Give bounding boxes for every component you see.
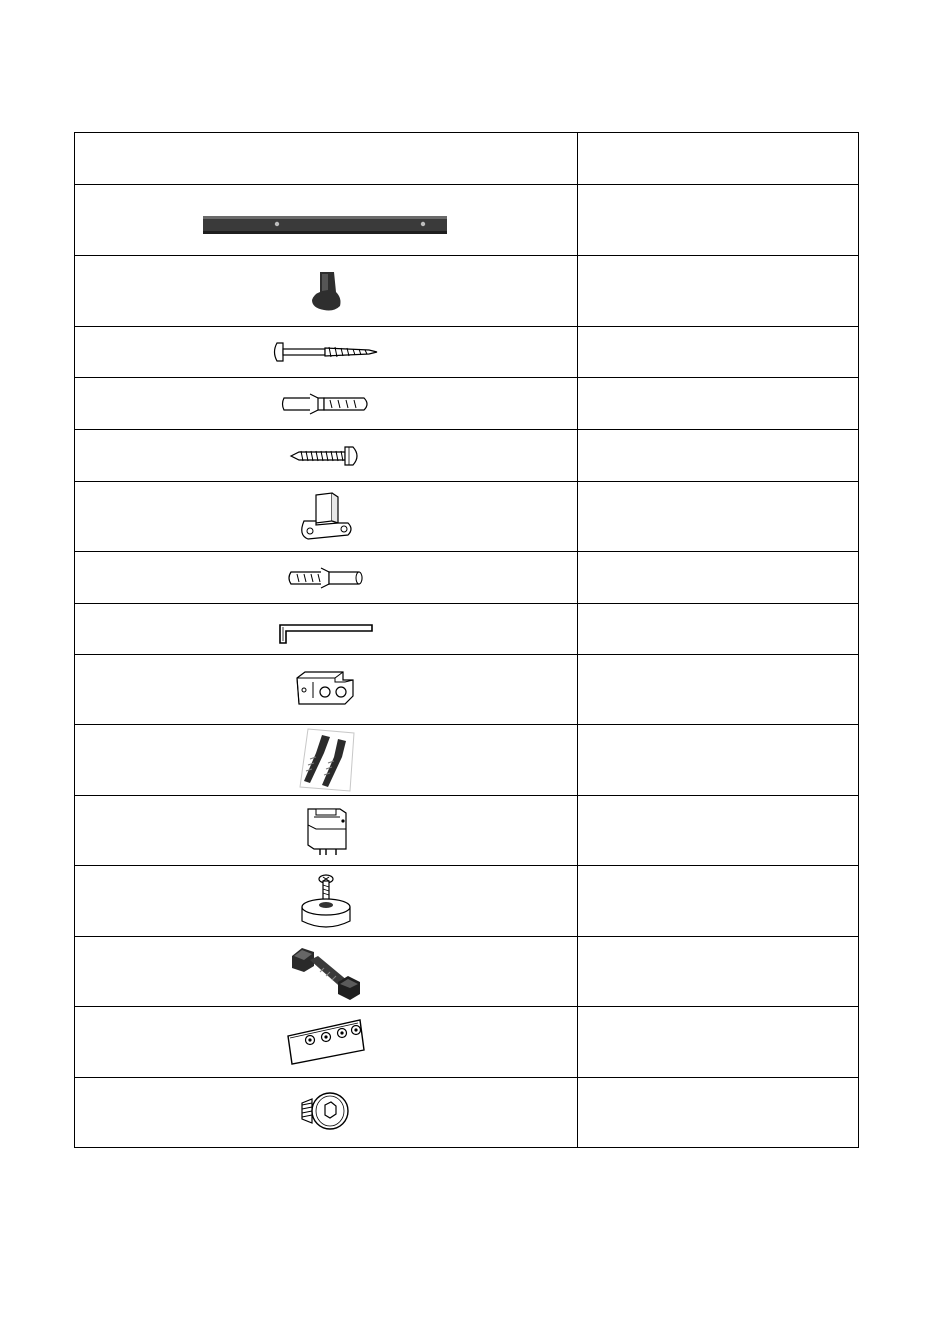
table-row (75, 482, 859, 552)
part-image-cell (75, 552, 578, 604)
quantity-cell (578, 256, 859, 327)
wall-anchor-icon (280, 390, 372, 418)
quantity-cell (578, 1078, 859, 1148)
parts-list-table (74, 132, 859, 1148)
floor-guide-icon (294, 491, 358, 543)
machine-screw-icon (289, 443, 363, 469)
part-image-cell (75, 1078, 578, 1148)
quantity-cell (578, 725, 859, 796)
quantity-cell (578, 378, 859, 430)
table-row (75, 185, 859, 256)
clamp-block-icon (291, 668, 361, 712)
quantity-cell (578, 655, 859, 725)
bolt-and-nut-icon (284, 942, 368, 1002)
table-row (75, 552, 859, 604)
quantity-cell (578, 866, 859, 937)
part-image-cell (75, 655, 578, 725)
table-row (75, 937, 859, 1007)
part-image-cell (75, 866, 578, 937)
quantity-cell (578, 482, 859, 552)
part-image-cell (75, 482, 578, 552)
table-row (75, 430, 859, 482)
bracket-clip-icon (296, 803, 356, 859)
table-row (75, 796, 859, 866)
table-row (75, 1078, 859, 1148)
rubber-cap-icon (306, 268, 346, 314)
wall-plug-icon (285, 564, 367, 592)
table-row (75, 866, 859, 937)
quantity-cell (578, 796, 859, 866)
stopper-with-screw-icon (296, 871, 356, 931)
allen-key-icon (276, 621, 376, 647)
table-row (75, 604, 859, 655)
part-image-cell (75, 185, 578, 256)
quantity-cell (578, 185, 859, 256)
long-wood-screw-icon (271, 340, 381, 364)
part-image-cell (75, 937, 578, 1007)
table-row (75, 256, 859, 327)
part-image-cell (75, 796, 578, 866)
quantity-cell (578, 604, 859, 655)
flat-rail-bar-icon (201, 213, 451, 239)
table-row (75, 327, 859, 378)
part-image-cell (75, 430, 578, 482)
part-image-cell (75, 378, 578, 430)
table-row (75, 378, 859, 430)
quantity-cell (578, 327, 859, 378)
part-header-cell (75, 133, 578, 185)
part-image-cell (75, 256, 578, 327)
part-image-cell (75, 725, 578, 796)
quantity-cell (578, 430, 859, 482)
table-row (75, 655, 859, 725)
mounting-plate-icon (284, 1016, 368, 1068)
part-image-cell (75, 604, 578, 655)
table-row (75, 1007, 859, 1078)
socket-bolts-icon (296, 727, 356, 793)
quantity-cell (578, 552, 859, 604)
part-image-cell (75, 327, 578, 378)
table-row (75, 725, 859, 796)
quantity-header-cell (578, 133, 859, 185)
hex-socket-screw-icon (298, 1089, 354, 1137)
part-image-cell (75, 1007, 578, 1078)
table-header-row (75, 133, 859, 185)
quantity-cell (578, 1007, 859, 1078)
quantity-cell (578, 937, 859, 1007)
